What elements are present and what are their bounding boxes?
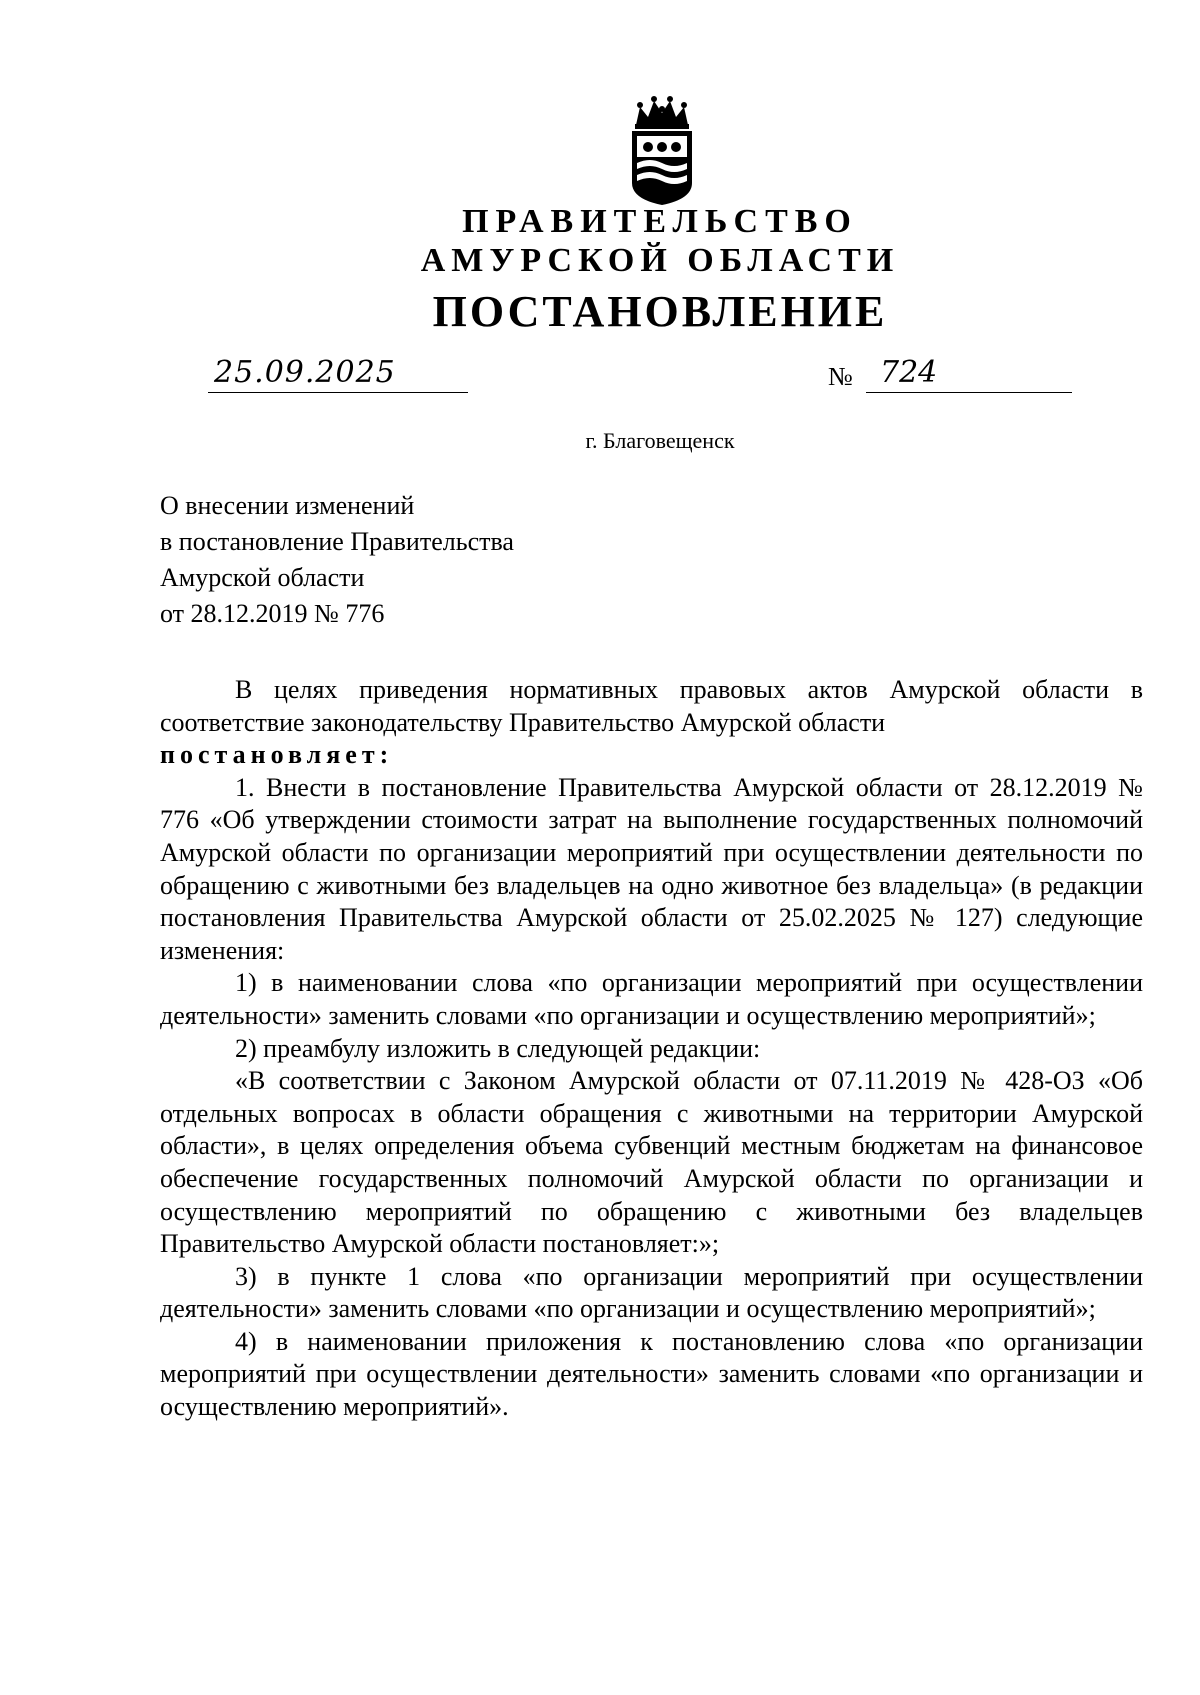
subject-line: Амурской области <box>160 563 365 592</box>
intro-paragraph: В целях приведения нормативных правовых актов Амурской области в соответствие законодательству Правительство Амурской области <box>160 675 1143 737</box>
number-underline <box>866 392 1072 393</box>
subitem-4-paragraph: 4) в наименовании приложения к постановлению слова «по организации мероприятий при осуществлении деятельности» заменить словами «по организации и осуществлению мероприятий». <box>160 1326 1143 1422</box>
handwritten-number: 724 <box>880 355 938 390</box>
number-sign: № <box>828 362 853 391</box>
org-name-line2: АМУРСКОЙ ОБЛАСТИ <box>420 242 900 279</box>
coat-of-arms-emblem <box>626 95 698 207</box>
subject-line: от 28.12.2019 № 776 <box>160 599 385 628</box>
handwritten-date: 25.09.2025 <box>214 355 396 390</box>
city-name: г. Благовещенск <box>585 428 735 453</box>
document-subject <box>160 488 514 632</box>
org-name-line1: ПРАВИТЕЛЬСТВО <box>462 203 858 240</box>
subitem-1-paragraph: 1) в наименовании слова «по организации мероприятий при осуществлении деятельности» заменить словами «по организации и осуществлению мероприятий»; <box>160 968 1143 1030</box>
document-body <box>160 674 1143 1424</box>
document-type-title: ПОСТАНОВЛЕНИЕ <box>432 287 888 336</box>
subitem-2-paragraph: 2) преамбулу изложить в следующей редакции: <box>235 1033 761 1063</box>
subject-line: в постановление Правительства <box>160 527 514 556</box>
subitem-3-paragraph: 3) в пункте 1 слова «по организации мероприятий при осуществлении деятельности» заменить словами «по организации и осуществлению мероприятий»; <box>160 1261 1143 1324</box>
decree-word: постановляет: <box>160 740 394 770</box>
subject-line: О внесении изменений <box>160 491 415 520</box>
date-underline <box>208 392 468 393</box>
item-1-paragraph: 1. Внести в постановление Правительства Амурской области от 28.12.2019 № 776 «Об утверждении стоимости затрат на выполнение государственных полномочий Амурской области по организации мероприятий при осуществлении деятельности по обращению с животными без владельцев на одно животное без владельца» (в редакции постановления Правительства Амурской области от 25.02.2025 № 127) следующие изменения: <box>160 772 1143 965</box>
preamble-quote-paragraph: «В соответствии с Законом Амурской области от 07.11.2019 № 428-ОЗ «Об отдельных вопросах в области обращения с животными на территории Амурской области», в целях определения объема субвенций местным бюджетам на финансовое обеспечение государственных полномочий Амурской области по организации и осуществлению мероприятий по обращению с животными без владельцев Правительство Амурской области постановляет:»; <box>160 1066 1143 1259</box>
